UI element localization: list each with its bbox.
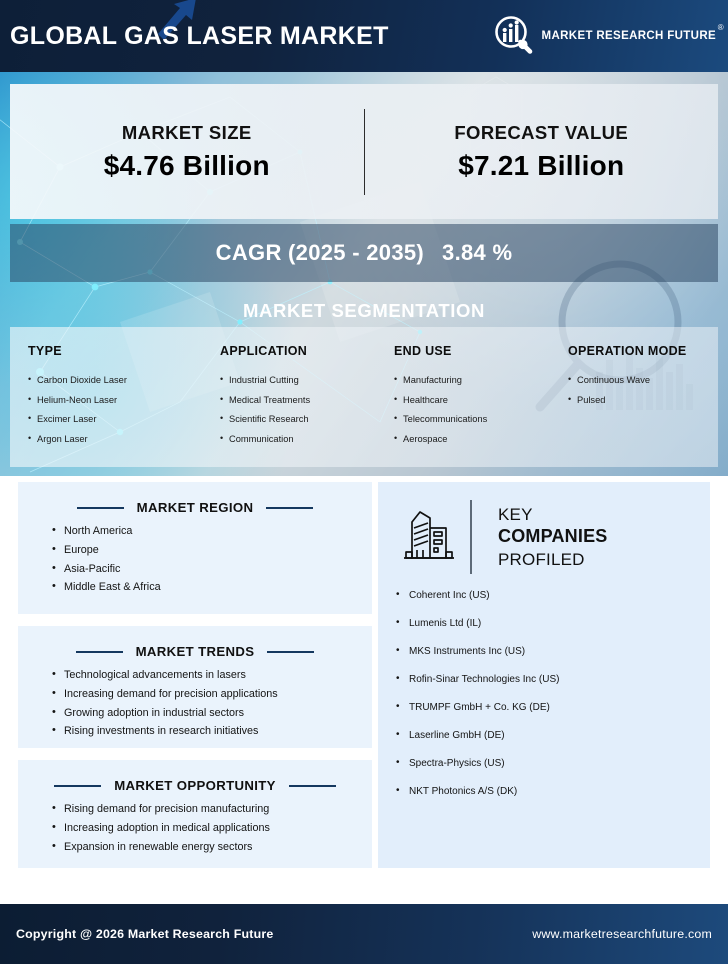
segmentation-item: • Carbon Dioxide Laser	[28, 375, 202, 385]
footer-copyright: Copyright @ 2026 Market Research Future	[16, 927, 274, 941]
rule-left	[54, 785, 101, 787]
segmentation-column-operation-mode	[550, 327, 718, 467]
market-trends-header	[18, 626, 372, 659]
key-companies-header	[378, 482, 710, 574]
segmentation-item: • Communication	[220, 434, 376, 444]
list-item: • Asia-Pacific	[52, 564, 372, 575]
list-item: • Increasing demand for precision applications	[52, 689, 372, 700]
key-companies-title	[486, 504, 607, 571]
list-item: • TRUMPF GmbH + Co. KG (DE)	[396, 702, 710, 713]
segmentation-heading: APPLICATION	[220, 344, 308, 358]
market-size-value: $4.76 Billion	[103, 149, 270, 181]
key-companies-title-line1: KEY	[498, 504, 533, 524]
header-divider	[470, 500, 472, 574]
market-size-stat	[10, 122, 364, 182]
list-item: • Rofin-Sinar Technologies Inc (US)	[396, 674, 710, 685]
cagr-band	[10, 224, 718, 282]
market-opportunity-list	[18, 793, 372, 852]
magnifier-bar-chart-logo-icon	[493, 15, 535, 57]
segmentation-heading: TYPE	[28, 344, 62, 358]
list-item: • Increasing adoption in medical applications	[52, 823, 372, 834]
list-item: • Growing adoption in industrial sectors	[52, 708, 372, 719]
brand-name-text: MARKET RESEARCH FUTURE	[541, 30, 716, 42]
forecast-value-stat	[365, 122, 719, 182]
segmentation-item: • Healthcare	[394, 395, 550, 405]
list-item: • Technological advancements in lasers	[52, 670, 372, 681]
key-companies-panel	[378, 482, 710, 868]
segmentation-item: • Argon Laser	[28, 434, 202, 444]
key-companies-title-line2: COMPANIES	[498, 526, 608, 547]
forecast-value-amount: $7.21 Billion	[458, 149, 625, 181]
market-size-label: MARKET SIZE	[121, 121, 252, 143]
list-item: • Laserline GmbH (DE)	[396, 730, 710, 741]
segmentation-title: MARKET SEGMENTATION	[243, 300, 485, 321]
segmentation-column-type	[10, 327, 202, 467]
brand-logo	[493, 15, 724, 57]
key-companies-list	[378, 574, 710, 797]
segmentation-item: • Scientific Research	[220, 414, 376, 424]
forecast-value-label: FORECAST VALUE	[454, 121, 629, 143]
details-section	[0, 476, 728, 896]
rule-right	[266, 507, 313, 509]
registered-mark: ®	[717, 23, 724, 32]
rule-left	[76, 651, 123, 653]
segmentation-item: • Continuous Wave	[568, 375, 718, 385]
list-item: • Expansion in renewable energy sectors	[52, 842, 372, 853]
list-item: • Spectra-Physics (US)	[396, 758, 710, 769]
footer-bar	[0, 904, 728, 964]
market-opportunity-panel	[18, 760, 372, 868]
watermark-copyright: Copyright @ 2025 Market Research Future	[22, 884, 282, 898]
list-item: • Rising demand for precision manufacturing	[52, 804, 372, 815]
office-building-icon	[400, 508, 456, 566]
hero-stats-section	[0, 72, 728, 476]
list-item: • NKT Photonics A/S (DK)	[396, 786, 710, 797]
cagr-label: CAGR (2025 - 2035)	[215, 240, 425, 265]
rule-right	[289, 785, 336, 787]
segmentation-item: • Excimer Laser	[28, 414, 202, 424]
segmentation-item: • Manufacturing	[394, 375, 550, 385]
list-item: • MKS Instruments Inc (US)	[396, 646, 710, 657]
list-item: • Rising investments in research initiatives	[52, 726, 372, 737]
market-trends-list	[18, 659, 372, 737]
market-region-heading: MARKET REGION	[136, 500, 254, 515]
segmentation-column-end-use	[376, 327, 550, 467]
rule-left	[77, 507, 124, 509]
segmentation-heading: OPERATION MODE	[568, 344, 687, 358]
list-item: • Coherent Inc (US)	[396, 590, 710, 601]
market-region-list	[18, 515, 372, 593]
list-item: • Lumenis Ltd (IL)	[396, 618, 710, 629]
segmentation-item: • Pulsed	[568, 395, 718, 405]
brand-name	[541, 23, 724, 42]
cagr-value: 3.84 %	[442, 240, 513, 265]
list-item: • Europe	[52, 545, 372, 556]
market-opportunity-heading: MARKET OPPORTUNITY	[114, 778, 276, 793]
segmentation-heading: END USE	[394, 344, 452, 358]
list-item: • North America	[52, 526, 372, 537]
market-region-panel	[18, 482, 372, 614]
segmentation-item: • Industrial Cutting	[220, 375, 376, 385]
key-companies-title-line3: PROFILED	[498, 549, 585, 569]
segmentation-item: • Aerospace	[394, 434, 550, 444]
page-title: GLOBAL GAS LASER MARKET	[10, 22, 389, 50]
market-trends-panel	[18, 626, 372, 748]
segmentation-item: • Helium-Neon Laser	[28, 395, 202, 405]
list-item: • Middle East & Africa	[52, 582, 372, 593]
segmentation-card	[10, 327, 718, 467]
header-banner	[0, 0, 728, 72]
stats-card	[10, 84, 718, 219]
segmentation-column-application	[202, 327, 376, 467]
market-region-header	[18, 482, 372, 515]
footer-url[interactable]: www.marketresearchfuture.com	[532, 927, 712, 941]
market-opportunity-header	[18, 760, 372, 793]
watermark-url: www.marketresearchfuture.com	[518, 884, 714, 898]
segmentation-item: • Medical Treatments	[220, 395, 376, 405]
market-trends-heading: MARKET TRENDS	[135, 644, 255, 659]
segmentation-item: • Telecommunications	[394, 414, 550, 424]
rule-right	[267, 651, 314, 653]
